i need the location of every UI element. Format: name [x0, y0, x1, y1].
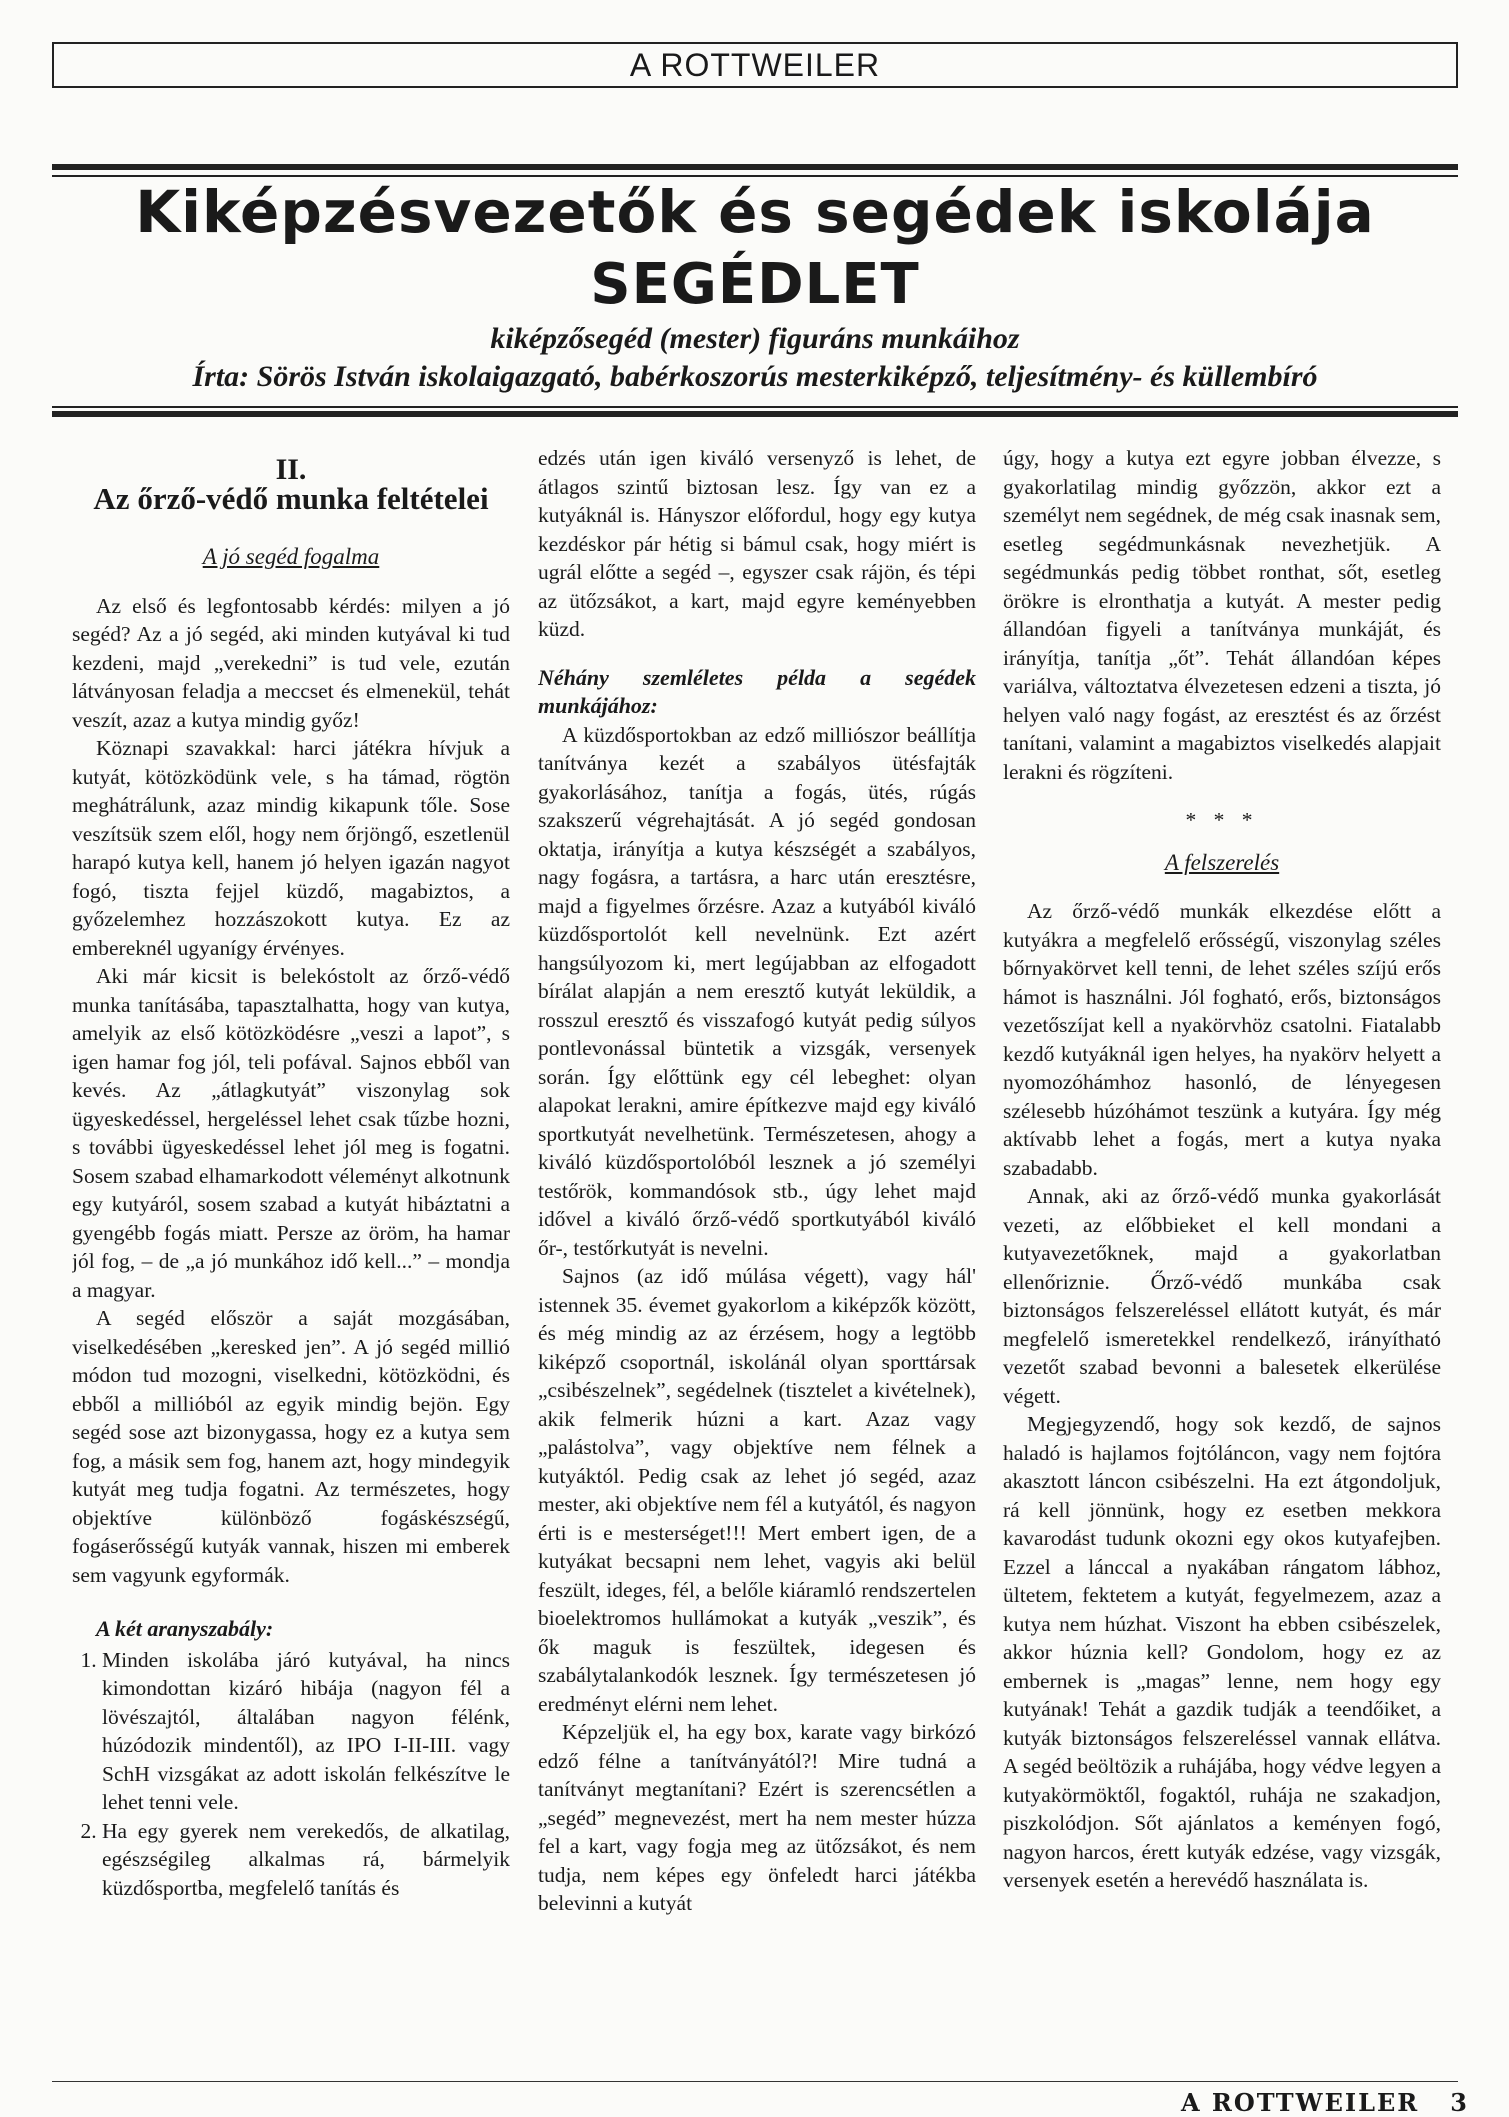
subhead-two-rules: A két aranyszabály: [96, 1616, 274, 1641]
article-subtitle: kiképzősegéd (mester) figuráns munkáihoz [490, 322, 1020, 355]
paragraph: Megjegyzendő, hogy sok kezdő, de sajnos haladó is hajlamos fojtóláncon, vagy nem fojtóra akasztott láncon csibészelni. Ha ezt átgondoljuk, rá kell jönnünk, hogy ez esetben mekkora kavarodást tudunk okozni egy okos kutyafejben. Ezzel a lánccal a nyakában rángatom lábhoz, ültetem, fektetem a kutyát, fegyelmezem, azaz a kutya nem húzhat. Viszont ha ebben csibészelek, akkor húznia kell? Gondolom, hogy ez az embernek is „magas” lenne, nem hogy egy kutyának! Tehát a gazdik tudják a teendőiket, a kutyák biztonságos felszereléssel vannak ellátva. A segéd beöltözik a ruhájába, hogy védve legyen a kutyakörmöktől, fogaktól, ruhája ne szakadjon, piszkolódjon. Sőt ajánlatos a keményen fogó, nagyon harcos, érett kutyák edzése, vagy vizsgák, versenyek esetén a herevédő használata is. [1003, 1412, 1441, 1892]
paragraph: Az őrző-védő munkák elkezdése előtt a kutyákra a megfelelő erősségű, viszonylag széles bőrnyakörvet kell tenni, de lehet széles szíjú erős hámot is használni. Jól fogható, erős, biztonságos vezetőszíjat kell a nyakörvhöz csatolni. Fiatalabb kezdő kutyáknál igen helyes, ha nyakörv helyett a nyomozóhámhoz hasonló, de lényegesen szélesebb húzóhámot teszünk a kutyára. Így még aktívabb lehet a fogás, mert a kutya nyaka szabadabb. [1003, 899, 1441, 1180]
subhead-examples: Néhány szemléletes példa a segédek munkájához: [538, 664, 976, 718]
page-number: 3 [1450, 2088, 1469, 2117]
rules-list [72, 1646, 510, 1903]
column-2 [538, 444, 976, 2064]
subhead-equipment: A felszerelés [1164, 849, 1280, 875]
footer-rule [52, 2081, 1458, 2082]
header-rule-bottom [52, 411, 1458, 417]
paragraph: Sajnos (az idő múlása végett), vagy hál' istennek 35. évemet gyakorlom a kiképzők között, és még mindig az az érzésem, hogy a legtöbb kiképző csoportnál, iskolánál olyan sporttársak „csibészelnek”, segédelnek (tisztelet a kivételnek), akik felmerik húzni a kart. Azaz vagy „palástolva”, vagy objektíve nem félnek a kutyáktól. Pedig csak az lehet jó segéd, azaz mester, aki objektíve nem fél a kutyától, és nagyon érti is e mesterséget!!! Mert embert igen, de a kutyákat becsapni nem lehet, vagyis aki belül feszült, ideges, fél, a belőle kiáramló rendszertelen bioelektromos hullámokat a kutyák „veszik”, és ők maguk is feszültek, idegesen és szabálytalankodók lesznek. Így természetesen jó eredményt elérni nem lehet. [538, 1264, 976, 1716]
header-rule-top [52, 164, 1458, 170]
paragraph: úgy, hogy a kutya ezt egyre jobban élvezze, s gyakorlatilag mindig győzzön, akkor ezt a személyt nem segédnek, de még csak inasnak sem, esetleg segédmunkásnak nevezhetjük. A segédmunkás pedig többet ronthat, sőt, esetleg örökre is elronthatja a kutyát. A mester pedig állandóan figyeli a tanítványa munkáját, és irányítja, tanítja „őt”. Tehát állandóan képes variálva, változtatva élvezetesen edzeni a tiszta, jó helyen való nagy fogást, az eresztést és az őrzést tanítani, valamint a magabiztos viselkedés alapjait lerakni és rögzíteni. [1003, 446, 1441, 784]
article-title: Kiképzésvezetők és segédek iskolája [135, 178, 1375, 246]
section-separator: * * * [1185, 808, 1259, 832]
magazine-banner [52, 42, 1458, 88]
rule-item: 1. Minden iskolába járó kutyával, ha nincs kimondottan kizáró hibája (nagyon fél a lövészajtól, általában nagyon félénk, húzódozik mindentől), az IPO I-II-III. vagy SchH vizsgákat az adott iskolán felkészítve le lehet tenni vele. [102, 1646, 510, 1817]
article-author: Írta: Sörös István iskolaigazgató, babérkoszorús mesterkiképző, teljesítmény- és küllembíró [192, 360, 1318, 393]
paragraph: Köznapi szavakkal: harci játékra hívjuk a kutyát, kötözködünk vele, s ha támad, rögtön meghátrálunk, azaz mindig kikapunk tőle. Sose veszítsük szem elől, hogy nem őrjöngő, eszetlenül harapó kutya kell, hanem jó helyen igazán nagyot fogó, tiszta fejjel küzdő, magabiztos, a győzelemhez hozzászokott kutya. Ez az embereknél ugyanígy érvényes. [72, 736, 510, 960]
column-3 [1003, 444, 1441, 2064]
header-rule-top-thin [52, 175, 1458, 177]
banner-text: A ROTTWEILER [629, 46, 881, 83]
paragraph: A küzdősportokban az edző milliószor beállítja tanítványa kezét a szabályos ütésfajták gyakorlásához, tanítja a fogás, ütés, rúgás szakszerű végrehajtását. A jó segéd gondosan oktatja, irányítja a kutya készségét a szabályos, nagy fogásra, a tartásra, a harc után eresztésre, majd a figyelmes őrzésre. Azaz a kutyából kiváló küzdősportolót kell nevelnünk. Ezt azért hangsúlyozom ki, mert legújabban az elfogadott bírálat alapján a nem eresztő kutyát leküldik, a rosszul eresztő és visszafogó kutyát pedig súlyos pontlevonással büntetik a vizsgák, versenyek során. Így előttünk egy cél lebeghet: olyan alapokat lerakni, amire építkezve majd egy kiváló sportkutyát nevelhetünk. Természetesen, ahogy a kiváló küzdősportolóból lesznek a jó személyi testőrök, kommandósok stb., úgy lehet majd idővel a kiváló őrző-védő sportkutyából kiváló őr-, testőrkutyát is nevelni. [538, 722, 976, 1260]
footer-magazine-name: A ROTTWEILER [1180, 2088, 1420, 2117]
paragraph: edzés után igen kiváló versenyző is lehet, de átlagos szintű biztosan lesz. Így van ez a kutyáknál is. Hányszor előfordul, hogy egy kutya kezdéskor pár hétig si bámul csak, hogy miért is ugrál előtte a segéd –, egyszer csak rájön, és tépi az ütőzsákot, a kart, majd egyre keményebben küzd. [538, 446, 976, 641]
paragraph: Annak, aki az őrző-védő munka gyakorlását vezeti, az előbbieket el kell mondani a kutyavezetőknek, majd a gyakorlatban ellenőriznie. Őrző-védő munkába csak biztonságos felszereléssel ellátott kutyát, és már megfelelő ismeretekkel rendelkező, irányítható vezetőt szabad bevonni a balesetek elkerülése végett. [1003, 1184, 1441, 1408]
header-rule-bottom-thin [52, 406, 1458, 408]
rule-item: 2. Ha egy gyerek nem verekedős, de alkatilag, egészségileg alkalmas rá, bármelyik küzdősportba, megfelelő tanítás és [102, 1817, 510, 1903]
article-title-line2: SEGÉDLET [590, 252, 920, 317]
paragraph: Aki már kicsit is belekóstolt az őrző-védő munka tanításába, tapasztalhatta, hogy van kutya, amelyik az első kötözködésre „veszi a lapot”, s igen hamar fog jól, teli pofával. Sajnos ebből van kevés. Az „átlagkutyát” viszonylag sok ügyeskedéssel, hergeléssel lehet csak tűzbe hozni, s további ügyeskedéssel lehet jól meg is fogatni. Sosem szabad elhamarkodott véleményt alkotnunk egy kutyáról, sosem szabad a kutyát hibáztatni a gyengébb fogás miatt. Persze az öröm, ha hamar jól fog, – de „a jó munkához idő kell...” – mondja a magyar. [72, 964, 510, 1302]
paragraph: Képzeljük el, ha egy box, karate vagy birkózó edző félne a tanítványától?! Mire tudná a tanítványt megtanítani? Ezért is szerencsétlen a „segéd” megnevezést, mert ha nem mester húzza fel a kart, vagy fogja meg az ütőzsákot, és nem tudja, nem képes egy önfeledt harci játékba belevinni a kutyát [538, 1720, 976, 1915]
paragraph: A segéd először a saját mozgásában, viselkedésében „keresked jen”. A jó segéd millió módon tud mozogni, viselkedni, kötözködni, és ebből a millióból az egyik mindig bejön. Egy segéd sose azt bizonygassa, hogy ez a kutya sem fog, a másik sem fog, hanem azt, hogy mindegyik kutyát meg tudja fogatni. Az természetes, hogy objektíve különböző fogáskészségű, fogáserősségű kutyák vannak, hiszen mi emberek sem vagyunk egyformák. [72, 1306, 510, 1587]
column-1 [72, 444, 510, 2064]
section-title: Az őrző-védő munka feltételei [93, 480, 489, 516]
subhead-good-assistant: A jó segéd fogalma [202, 544, 380, 569]
page-footer [1181, 2088, 1469, 2117]
paragraph: Az első és legfontosabb kérdés: milyen a jó segéd? Az a jó segéd, aki minden kutyával ki tud kezdeni, majd „verekedni” is tud vele, ezután látványosan feladja a meccset és elmenekül, tehát veszít, azaz a kutya mindig győz! [72, 593, 510, 732]
section-number: II. [275, 453, 307, 486]
